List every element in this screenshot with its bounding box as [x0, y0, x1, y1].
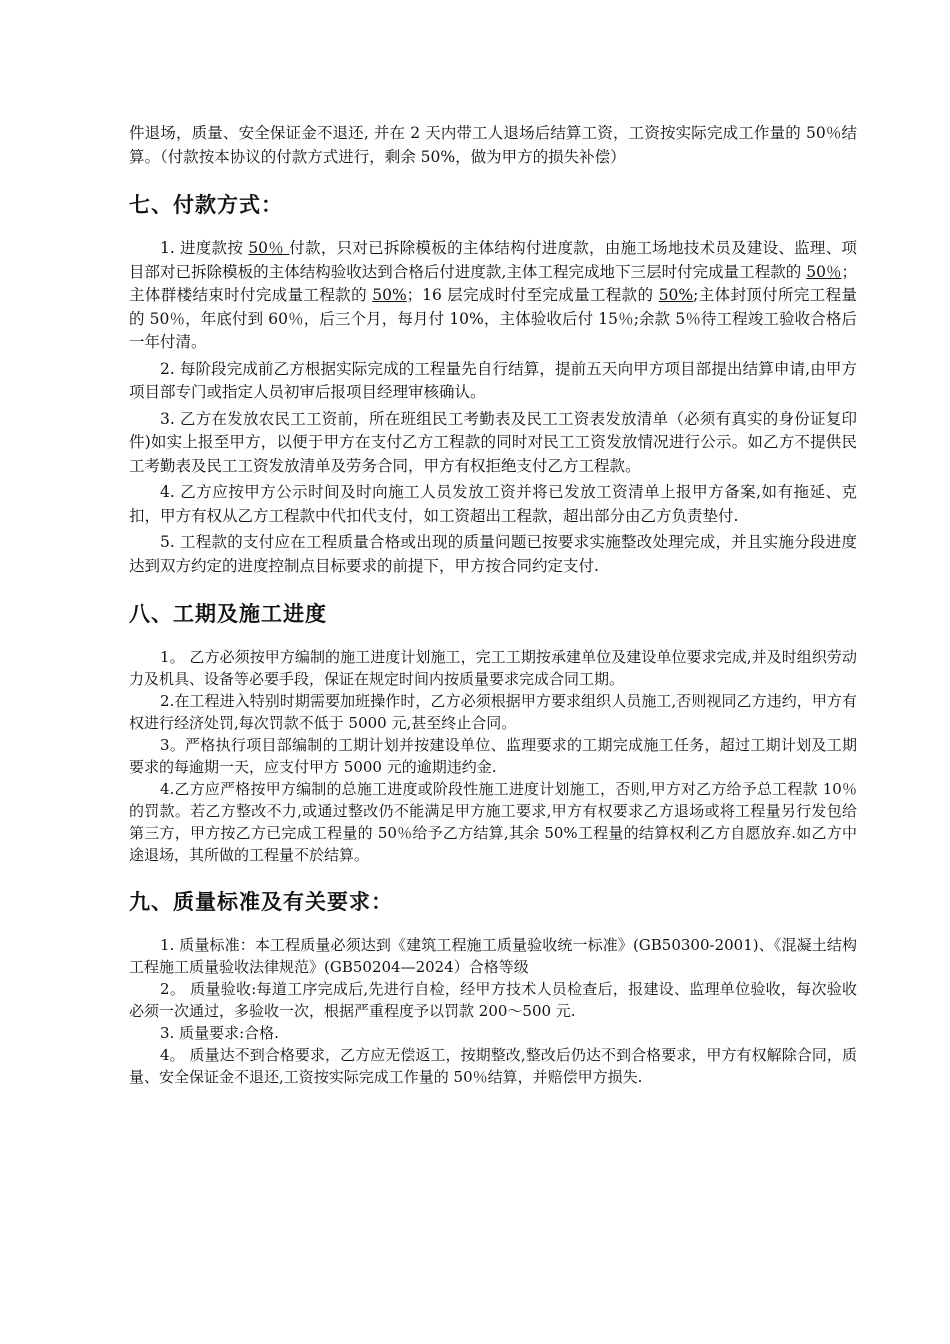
- quality-item-3: 3. 质量要求:合格.: [160, 1024, 279, 1042]
- intro-paragraph: 件退场，质量、安全保证金不退还, 并在 2 天内带工人退场后结算工资，工资按实际完成工作量的 50％结算。（付款按本协议的付款方式进行，剩余 50%，做为甲方的损失补偿）: [129, 124, 857, 166]
- payment-rate-underlined: 50%: [372, 286, 407, 304]
- schedule-item-1: 1。 乙方必须按甲方编制的施工进度计划施工，完工工期按承建单位及建设单位要求完成,并及时组织劳动力及机具、设备等必要手段，保证在规定时间内按质量要求完成合同工期。: [129, 648, 857, 688]
- payment-rate-underlined: 50%: [658, 286, 694, 304]
- payment-rate-underlined: 50％: [248, 239, 290, 257]
- payment-item-1-text-b: 付款，只对已拆除模板的主体结构付进度款，由施工场地技术员及建设、监理、项目部对已拆除模板的主体结构验收达到合格后付进度款,主体工程完成地下三层时付完成量工程款的: [129, 239, 857, 281]
- payment-item-1-text-a: 1. 进度款按: [160, 239, 249, 257]
- payment-item-1: [129, 237, 857, 355]
- payment-item-1-text-d: ；16 层完成时付至完成量工程款的: [406, 286, 659, 304]
- payment-item-1-text-e: ;主体封顶付所完工程量的 50％，年底付到 60％，后三个月，每月付 10%，主体验收后付 15％;余款 5％待工程竣工验收合格后一年付清。: [129, 286, 857, 351]
- payment-item-1-text-c: ；主体群楼结束时付完成量工程款的: [129, 262, 857, 304]
- schedule-item-2: 2.在工程进入特别时期需要加班操作时，乙方必须根据甲方要求组织人员施工,否则视同乙方违约，甲方有权进行经济处罚,每次罚款不低于 5000 元,甚至终止合同。: [129, 692, 857, 732]
- payment-rate-underlined: 50％: [806, 262, 842, 281]
- quality-item-2: 2。 质量验收:每道工序完成后,先进行自检，经甲方技术人员检查后，报建设、监理单位验收，每次验收必须一次通过，多验收一次，根据严重程度予以罚款 200～500 元.: [129, 980, 857, 1020]
- schedule-item-4: 4.乙方应严格按甲方编制的总施工进度或阶段性施工进度计划施工，否则,甲方对乙方给予总工程款 10％的罚款。若乙方整改不力,或通过整改仍不能满足甲方施工要求,甲方有权要求乙方退场或将工程量另行发包给第三方，甲方按乙方已完成工程量的 50％给予乙方结算,其余 50%工程量的结算权利乙方自愿放弃.如乙方中途退场，其所做的工程量不於结算。: [129, 780, 857, 864]
- section-quality: [129, 888, 857, 1088]
- section-heading-schedule: 八、工期及施工进度: [129, 602, 327, 626]
- payment-item-5: 5. 工程款的支付应在工程质量合格或出现的质量问题已按要求实施整改处理完成，并且实施分段进度达到双方约定的进度控制点目标要求的前提下，甲方按合同约定支付.: [129, 533, 857, 575]
- schedule-item-3: 3。严格执行项目部编制的工期计划并按建设单位、监理要求的工期完成施工任务，超过工期计划及工期要求的每逾期一天，应支付甲方 5000 元的逾期违约金.: [129, 736, 857, 776]
- payment-item-4: 4. 乙方应按甲方公示时间及时向施工人员发放工资并将已发放工资清单上报甲方备案,如有拖延、克扣，甲方有权从乙方工程款中代扣代支付，如工资超出工程款，超出部分由乙方负责垫付.: [129, 483, 857, 525]
- quality-item-1: 1. 质量标准：本工程质量必须达到《建筑工程施工质量验收统一标准》(GB50300-2001)、《混凝土结构工程施工质量验收法律规范》(GB50204—2024）合格等级: [129, 936, 857, 976]
- quality-item-4: 4。 质量达不到合格要求，乙方应无偿返工，按期整改,整改后仍达不到合格要求，甲方有权解除合同，质量、安全保证金不退还,工资按实际完成工作量的 50％结算，并赔偿甲方损失.: [129, 1046, 857, 1086]
- section-schedule: [129, 600, 857, 866]
- section-heading-quality: 九、质量标准及有关要求：: [129, 890, 393, 914]
- payment-item-3: 3. 乙方在发放农民工工资前，所在班组民工考勤表及民工工资表发放清单（必须有真实的身份证复印件)如实上报至甲方，以便于甲方在支付乙方工程款的同时对民工工资发放情况进行公示。如乙方不提供民工考勤表及民工工资发放清单及劳务合同，甲方有权拒绝支付乙方工程款。: [129, 409, 857, 475]
- section-heading-payment: 七、付款方式：: [129, 193, 283, 217]
- document-body: [129, 122, 857, 1110]
- payment-item-2: 2. 每阶段完成前乙方根据实际完成的工程量先自行结算，提前五天向甲方项目部提出结算申请,由甲方项目部专门或指定人员初审后报项目经理审核确认。: [129, 359, 857, 401]
- section-payment: [129, 191, 857, 578]
